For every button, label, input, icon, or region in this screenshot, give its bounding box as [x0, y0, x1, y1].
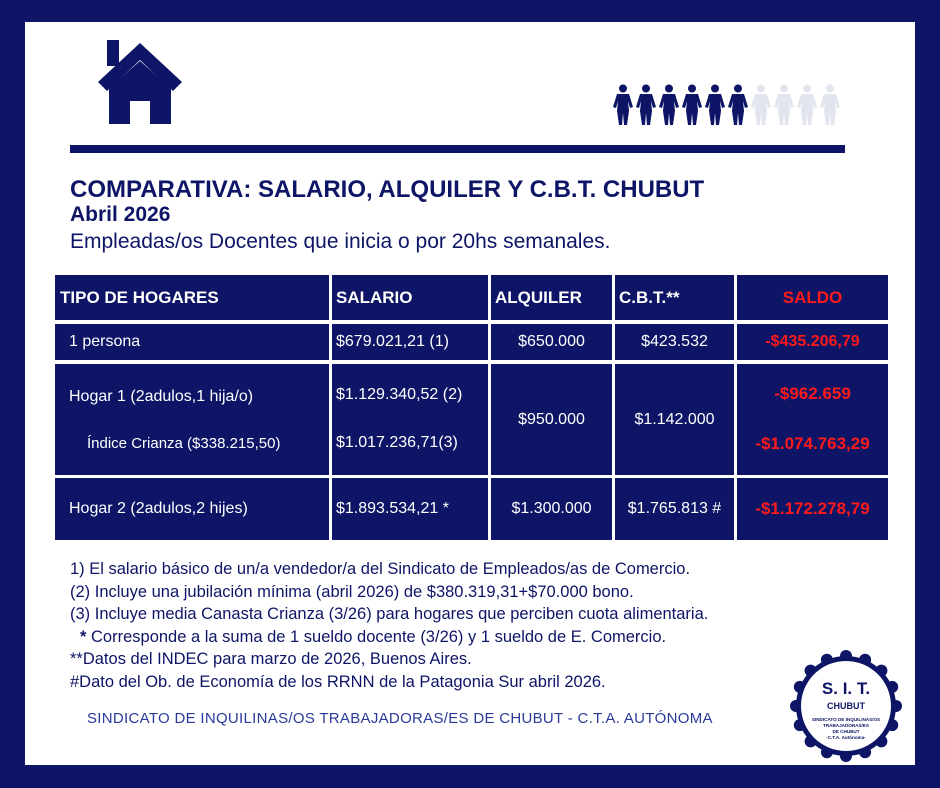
person-icon — [751, 84, 771, 126]
row1-alquiler: $650.000 — [491, 324, 612, 360]
divider-line — [70, 145, 845, 153]
person-icon — [682, 84, 702, 126]
seal-line4: -C.T.A. Autónoma- — [826, 735, 866, 740]
seal-line3: DE CHUBUT — [832, 729, 860, 734]
footnotes — [70, 558, 708, 693]
row3-tipo: Hogar 2 (2adulos,2 hijes) — [55, 478, 329, 540]
row3-saldo: -$1.172.278,79 — [737, 478, 888, 540]
person-icon — [774, 84, 794, 126]
row2-saldo-a: -$962.659 — [774, 384, 851, 403]
row3-cbt: $1.765.813 # — [615, 478, 734, 540]
row3-salario: $1.893.534,21 * — [332, 478, 488, 540]
person-icon — [613, 84, 633, 126]
seal-sub: CHUBUT — [827, 701, 865, 711]
note-4 — [70, 626, 708, 649]
note-6: #Dato del Ob. de Economía de los RRNN de la Patagonia Sur abril 2026. — [70, 672, 606, 691]
person-icon — [797, 84, 817, 126]
house-icon — [93, 38, 187, 128]
person-icon — [820, 84, 840, 126]
row2-tipo-a: Hogar 1 (2adulos,1 hija/o) — [69, 388, 254, 405]
row2-salario — [332, 364, 488, 475]
row2-salario-b: $1.017.236,71(3) — [336, 434, 458, 451]
note-5: **Datos del INDEC para marzo de 2026, Buenos Aires. — [70, 650, 472, 668]
seal-line1: SINDICATO DE INQUILINAS/OS — [811, 717, 881, 722]
header-saldo: SALDO — [737, 275, 888, 320]
row2-alquiler: $950.000 — [491, 364, 612, 475]
row2-salario-a: $1.129.340,52 (2) — [336, 386, 463, 403]
header-cbt: C.B.T.** — [615, 275, 734, 320]
seal-line2: TRABAJADORAS/ES — [823, 723, 869, 728]
person-icon — [728, 84, 748, 126]
page-subtitle: Abril 2026 — [70, 203, 171, 226]
note-2: (2) Incluye una jubilación mínima (abril 2026) de $380.319,31+$70.000 bono. — [70, 582, 634, 601]
row2-saldo-b: -$1.074.763,29 — [755, 434, 870, 453]
seal-title: S. I. T. — [821, 679, 871, 698]
comparison-table — [55, 275, 888, 540]
header-alquiler: ALQUILER — [491, 275, 612, 320]
page-title: COMPARATIVA: SALARIO, ALQUILER Y C.B.T. CHUBUT — [70, 176, 705, 203]
row3-alquiler: $1.300.000 — [491, 478, 612, 540]
sit-seal-logo — [790, 650, 902, 762]
note-4-text: Corresponde a la suma de 1 sueldo docente (3/26) y 1 sueldo de E. Comercio. — [91, 627, 667, 646]
row1-cbt: $423.532 — [615, 324, 734, 360]
row2-saldo — [737, 364, 888, 475]
page-description: Empleadas/os Docentes que inicia o por 20hs semanales. — [70, 230, 611, 253]
note-3: (3) Incluye media Canasta Crianza (3/26) para hogares que perciben cuota alimentaria. — [70, 605, 709, 623]
row2-tipo-b: Índice Crianza ($338.215,50) — [87, 435, 281, 452]
row2-cbt: $1.142.000 — [615, 364, 734, 475]
people-icon-row — [613, 84, 840, 126]
person-icon — [636, 84, 656, 126]
footer-organization: SINDICATO DE INQUILINAS/OS TRABAJADORAS/ES DE CHUBUT - C.T.A. AUTÓNOMA — [87, 710, 713, 727]
person-icon — [705, 84, 725, 126]
note-1: 1) El salario básico de un/a vendedor/a del Sindicato de Empleados/as de Comercio. — [70, 560, 691, 578]
header-tipo: TIPO DE HOGARES — [55, 275, 329, 320]
row1-tipo: 1 persona — [55, 324, 329, 360]
note-4-star: * — [80, 627, 87, 646]
row2-tipo — [55, 364, 329, 475]
row1-salario: $679.021,21 (1) — [332, 324, 488, 360]
row1-saldo: -$435.206,79 — [737, 324, 888, 360]
infographic-card — [25, 22, 915, 765]
person-icon — [659, 84, 679, 126]
header-salario: SALARIO — [332, 275, 488, 320]
